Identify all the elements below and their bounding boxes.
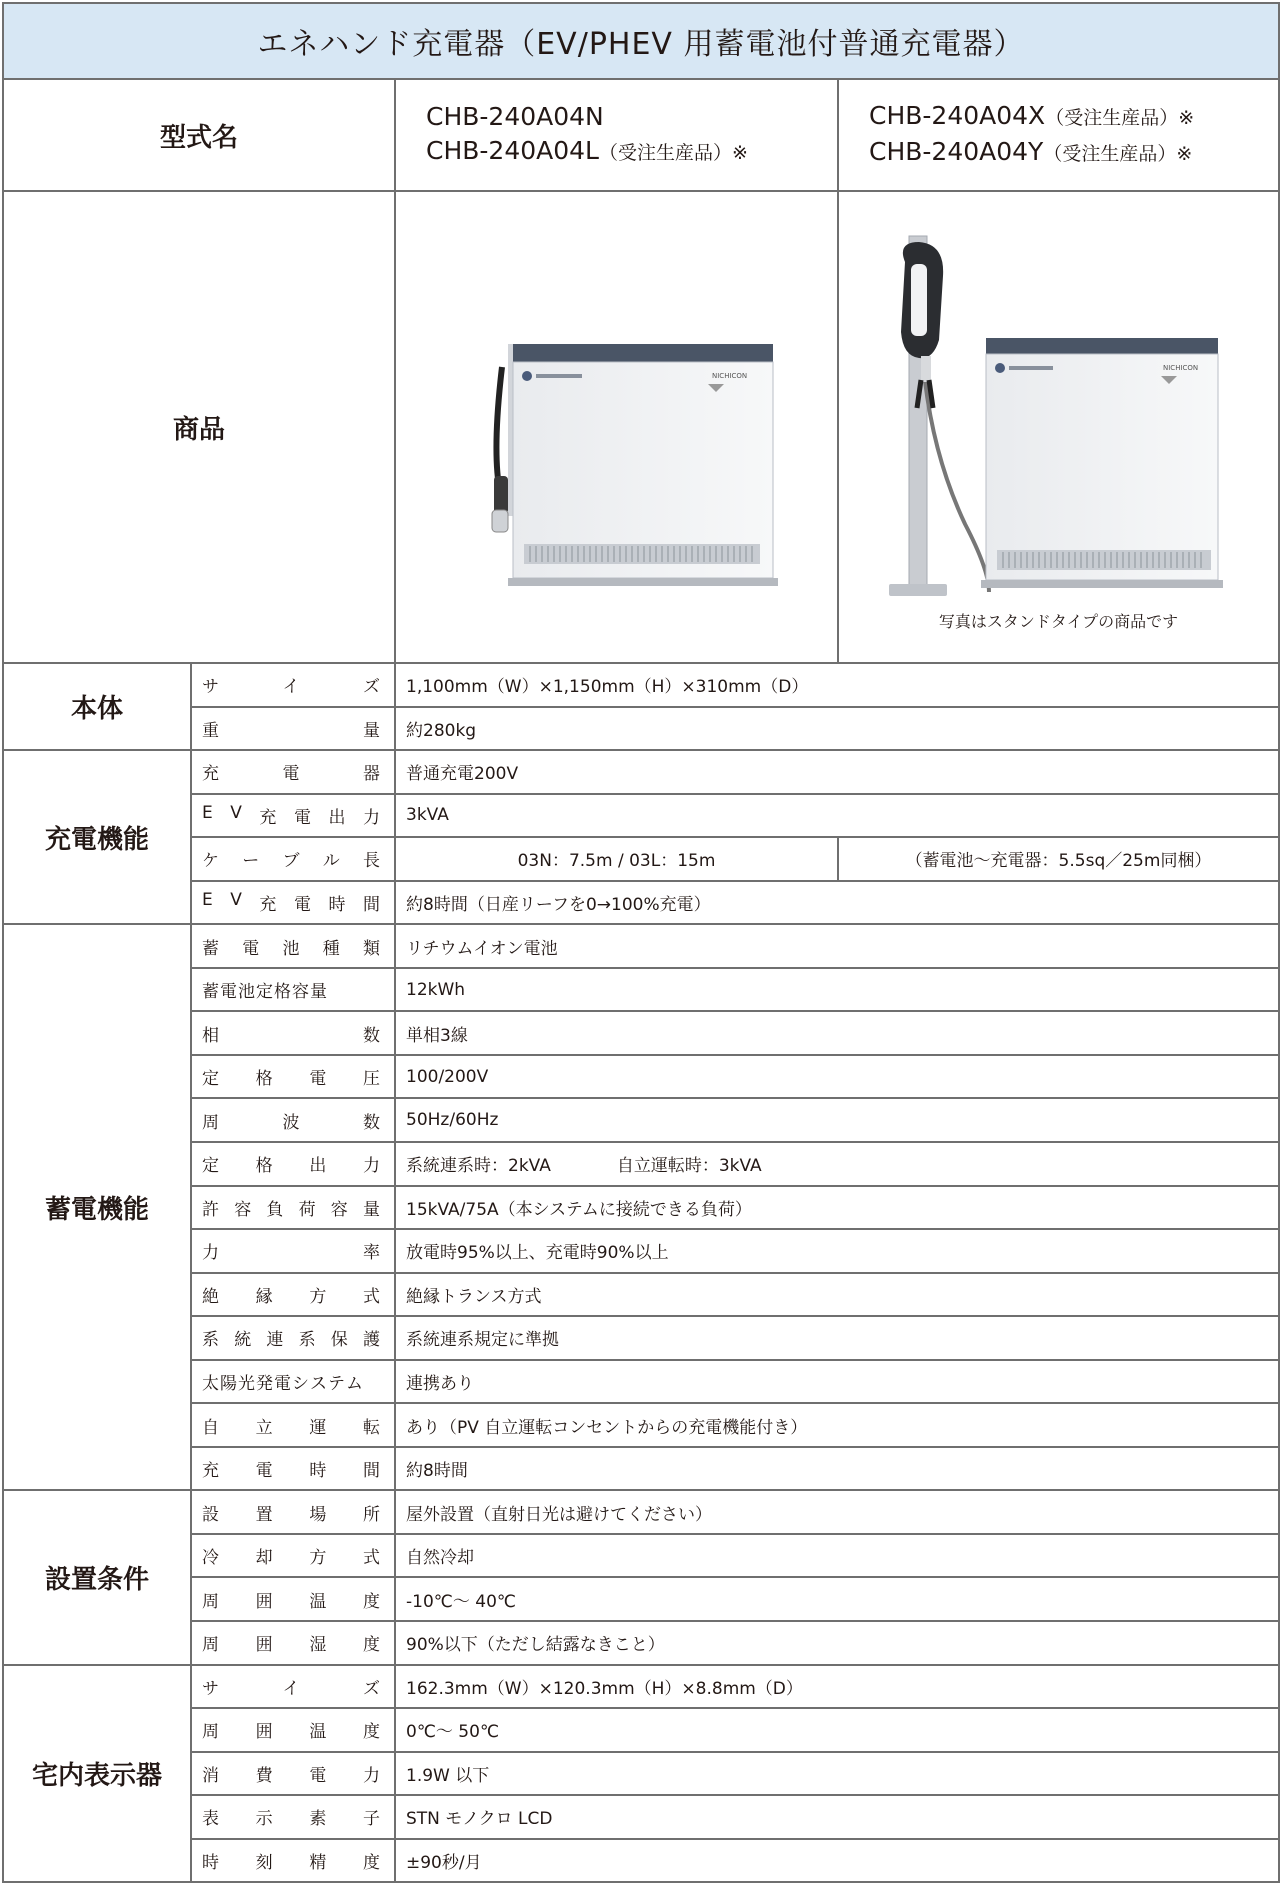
spec-label-char: 周: [202, 1722, 219, 1743]
spec-label-char: 護: [362, 1330, 380, 1351]
brand-label: NICHICON: [1163, 364, 1199, 372]
spec-label-char: 統: [234, 1330, 252, 1351]
spec-label-char: 連: [266, 1330, 284, 1351]
spec-label-char: 温: [309, 1722, 327, 1743]
spec-label: [191, 837, 395, 881]
spec-label-char: 負: [266, 1199, 284, 1220]
spec-label-char: 出: [328, 807, 346, 828]
spec-label-char: 発: [256, 1374, 274, 1395]
spec-label: [191, 1752, 395, 1796]
spec-label: [191, 881, 395, 925]
spec-label-char: 却: [255, 1548, 273, 1569]
spec-value: 15kVA/75A（本システムに接続できる負荷）: [395, 1186, 1279, 1230]
spec-value: 1,100mm（W）×1,150mm（H）×310mm（D）: [395, 663, 1279, 707]
spec-value-cable-note: （蓄電池〜充電器：5.5sq／25m同梱）: [838, 837, 1279, 881]
spec-label-char: 充: [202, 764, 219, 785]
spec-value: 0℃〜 50℃: [395, 1708, 1279, 1752]
product-label: 商品: [3, 191, 395, 663]
spec-value: 100/200V: [395, 1055, 1279, 1099]
spec-label: [191, 968, 395, 1012]
spec-value: 162.3mm（W）×120.3mm（H）×8.8mm（D）: [395, 1665, 1279, 1709]
spec-label-char: 冷: [202, 1548, 219, 1569]
spec-label-char: シ: [292, 1374, 310, 1395]
spec-label-char: イ: [282, 1678, 300, 1699]
spec-label-char: 充: [259, 807, 277, 828]
spec-label-char: 許: [202, 1199, 219, 1220]
group-label-charging: 充電機能: [3, 750, 191, 924]
spec-label: [191, 1316, 395, 1360]
spec-label-char: 度: [362, 1853, 380, 1874]
spec-value: 約8時間（日産リーフを0→100%充電）: [395, 881, 1279, 925]
model-name: CHB-240A04N: [426, 102, 604, 131]
spec-label-char: 容: [234, 1199, 252, 1220]
spec-label-char: 池: [282, 938, 300, 959]
spec-value: 連携あり: [395, 1360, 1279, 1404]
spec-value-cable: 03N：7.5m / 03L：15m: [395, 837, 838, 881]
spec-label: [191, 1490, 395, 1534]
spec-value: 放電時95%以上、充電時90%以上: [395, 1229, 1279, 1273]
spec-label-char: 保: [330, 1330, 348, 1351]
spec-label-char: 圧: [362, 1069, 380, 1090]
model-note: （受注生産品）※: [599, 142, 748, 164]
spec-label: [191, 1142, 395, 1186]
spec-label-char: 定: [202, 1069, 219, 1090]
spec-table: [2, 2, 1280, 1883]
charger-wall-illustration: [396, 192, 836, 662]
spec-label: [191, 1839, 395, 1883]
spec-label: [191, 1229, 395, 1273]
spec-label-char: 容: [292, 982, 310, 1003]
spec-label-char: サ: [202, 677, 219, 698]
spec-label-char: 力: [362, 807, 380, 828]
spec-label-char: E: [202, 802, 213, 823]
group-label-display: 宅内表示器: [3, 1665, 191, 1883]
spec-label-char: 囲: [255, 1635, 273, 1656]
spec-label-char: テ: [328, 1374, 346, 1395]
spec-label-char: サ: [202, 1678, 219, 1699]
spec-label-char: 電: [309, 1069, 327, 1090]
spec-label-char: 出: [309, 1156, 327, 1177]
spec-label-char: 重: [202, 720, 219, 741]
spec-label: [191, 1403, 395, 1447]
spec-value: 自然冷却: [395, 1534, 1279, 1578]
spec-value: 約8時間: [395, 1447, 1279, 1491]
spec-label-char: 時: [328, 895, 346, 915]
spec-label-char: E: [202, 890, 213, 910]
group-label-body: 本体: [3, 663, 191, 750]
spec-label: [191, 1447, 395, 1491]
spec-label-char: ス: [310, 1374, 328, 1395]
spec-label-char: ブ: [282, 851, 300, 872]
spec-label-char: 式: [362, 1548, 380, 1569]
spec-value: あり（PV 自立運転コンセントからの充電機能付き）: [395, 1403, 1279, 1447]
spec-label-char: 蓄: [202, 938, 219, 959]
spec-label: [191, 1186, 395, 1230]
spec-value: -10℃〜 40℃: [395, 1577, 1279, 1621]
spec-label-char: 相: [202, 1025, 219, 1046]
spec-label-char: ル: [322, 851, 340, 872]
model-note: （受注生産品）※: [1045, 107, 1195, 129]
spec-label: [191, 1665, 395, 1709]
spec-label-char: 系: [202, 1330, 219, 1351]
spec-label: [191, 663, 395, 707]
spec-label-char: 率: [363, 1243, 380, 1264]
spec-value: 絶縁トランス方式: [395, 1273, 1279, 1317]
spec-label-char: 子: [362, 1809, 380, 1830]
spec-label-char: 量: [362, 1199, 380, 1220]
spec-label-char: ケ: [202, 851, 219, 872]
group-label-storage: 蓄電機能: [3, 924, 191, 1490]
spec-label-char: 間: [362, 1461, 380, 1482]
spec-label-char: ズ: [363, 1678, 380, 1699]
spec-label-char: V: [230, 802, 242, 823]
spec-label-char: 運: [309, 1417, 327, 1438]
spec-label: [191, 1011, 395, 1055]
spec-label-char: 刻: [255, 1853, 273, 1874]
spec-label-char: 容: [330, 1199, 348, 1220]
model-col-2: [838, 79, 1279, 191]
model-name: CHB-240A04X: [869, 101, 1046, 130]
spec-label-char: 場: [309, 1504, 327, 1525]
spec-label-char: 方: [309, 1548, 327, 1569]
spec-label-char: ズ: [363, 677, 380, 698]
model-note: （受注生産品）※: [1043, 143, 1193, 165]
spec-label-char: 示: [255, 1809, 273, 1830]
spec-label-char: 太: [202, 1374, 220, 1395]
spec-label-char: 自: [202, 1417, 219, 1438]
spec-label-char: 定: [202, 1156, 219, 1177]
spec-label-char: 設: [202, 1504, 219, 1525]
spec-label-char: 充: [259, 895, 277, 915]
spec-label-char: 格: [274, 982, 292, 1003]
spec-value: 90%以下（ただし結露なきこと）: [395, 1621, 1279, 1665]
spec-label-char: 立: [255, 1417, 273, 1438]
spec-label-char: 湿: [309, 1635, 327, 1656]
spec-label: [191, 707, 395, 751]
spec-label-char: 類: [363, 938, 380, 959]
spec-label: [191, 1577, 395, 1621]
spec-label-char: 時: [202, 1853, 219, 1874]
spec-label: [191, 1708, 395, 1752]
brand-label: NICHICON: [712, 372, 748, 380]
charger-stand-illustration: [839, 212, 1279, 642]
spec-label-char: 蓄: [202, 982, 220, 1003]
spec-value: 単相3線: [395, 1011, 1279, 1055]
spec-value: 1.9W 以下: [395, 1752, 1279, 1796]
spec-label-char: 縁: [255, 1286, 273, 1307]
spec-label-char: 光: [238, 1374, 256, 1395]
spec-label-char: 消: [202, 1765, 219, 1786]
spec-value: ±90秒/月: [395, 1839, 1279, 1883]
spec-value-standalone: 自立運転時：3kVA: [616, 1156, 762, 1177]
spec-label-char: 長: [363, 851, 380, 872]
spec-label-char: 転: [362, 1417, 380, 1438]
spec-label-char: 囲: [255, 1722, 273, 1743]
spec-label: [191, 1098, 395, 1142]
spec-label-char: 器: [363, 764, 380, 785]
spec-label-char: 電: [274, 1374, 292, 1395]
spec-label-char: 数: [363, 1025, 380, 1046]
model-name: CHB-240A04Y: [869, 137, 1044, 166]
spec-label: [191, 1795, 395, 1839]
spec-value: 12kWh: [395, 968, 1279, 1012]
spec-value: 屋外設置（直射日光は避けてください）: [395, 1490, 1279, 1534]
spec-label-char: ー: [242, 851, 260, 872]
spec-label-char: 電: [220, 982, 238, 1003]
model-label: 型式名: [3, 79, 395, 191]
spec-label-char: 系: [298, 1330, 316, 1351]
spec-label-char: 費: [255, 1765, 273, 1786]
spec-label-char: 充: [202, 1461, 219, 1482]
spec-value-grid: 系統連系時：2kVA: [406, 1156, 551, 1177]
spec-label-char: 式: [362, 1286, 380, 1307]
spec-label: [191, 750, 395, 794]
product-photo-wall: [395, 191, 838, 663]
spec-value: [395, 1142, 1279, 1186]
spec-label-char: 格: [255, 1069, 273, 1090]
spec-label: [191, 1360, 395, 1404]
spec-label-char: イ: [282, 677, 300, 698]
spec-label: [191, 1534, 395, 1578]
spec-value: リチウムイオン電池: [395, 924, 1279, 968]
spec-label-char: 方: [309, 1286, 327, 1307]
spec-label-char: ム: [346, 1374, 364, 1395]
spec-label-char: 度: [362, 1722, 380, 1743]
spec-label-char: 量: [363, 720, 380, 741]
spec-label: [191, 794, 395, 838]
spec-label-char: 周: [202, 1112, 219, 1133]
spec-value: 普通充電200V: [395, 750, 1279, 794]
spec-label-char: 種: [322, 938, 340, 959]
spec-label-char: 絶: [202, 1286, 219, 1307]
spec-label-char: 囲: [255, 1591, 273, 1612]
table-title: エネハンド充電器（EV/PHEV 用蓄電池付普通充電器）: [3, 3, 1279, 79]
spec-label-char: 精: [309, 1853, 327, 1874]
spec-label-char: V: [230, 890, 242, 910]
spec-label-char: 度: [362, 1635, 380, 1656]
spec-label-char: 度: [362, 1591, 380, 1612]
spec-label-char: 力: [362, 1765, 380, 1786]
spec-label-char: 格: [255, 1156, 273, 1177]
spec-label-char: 素: [309, 1809, 327, 1830]
spec-label-char: 陽: [220, 1374, 238, 1395]
spec-value: 約280kg: [395, 707, 1279, 751]
spec-value: STN モノクロ LCD: [395, 1795, 1279, 1839]
spec-label-char: 時: [309, 1461, 327, 1482]
spec-label-char: 量: [310, 982, 328, 1003]
spec-label-char: 定: [256, 982, 274, 1003]
spec-value: 3kVA: [395, 794, 1279, 838]
product-photo-stand: [838, 191, 1279, 663]
spec-label: [191, 1055, 395, 1099]
spec-label-char: 荷: [298, 1199, 316, 1220]
spec-label-char: 電: [242, 938, 260, 959]
spec-label-char: 電: [309, 1765, 327, 1786]
photo-caption: 写真はスタンドタイプの商品です: [938, 612, 1179, 631]
spec-label: [191, 924, 395, 968]
spec-label-char: 間: [362, 895, 380, 915]
spec-label-char: 電: [293, 895, 311, 915]
spec-label-char: 力: [202, 1243, 219, 1264]
spec-label: [191, 1621, 395, 1665]
spec-label-char: 電: [293, 807, 311, 828]
group-label-install: 設置条件: [3, 1490, 191, 1664]
spec-label-char: 置: [255, 1504, 273, 1525]
spec-value: 系統連系規定に準拠: [395, 1316, 1279, 1360]
spec-label-char: 力: [362, 1156, 380, 1177]
spec-value: 50Hz/60Hz: [395, 1098, 1279, 1142]
spec-label-char: 周: [202, 1635, 219, 1656]
spec-label-char: 波: [282, 1112, 300, 1133]
spec-label-char: 電: [282, 764, 300, 785]
spec-label-char: 電: [255, 1461, 273, 1482]
spec-label-char: 数: [363, 1112, 380, 1133]
spec-label-char: 所: [362, 1504, 380, 1525]
spec-label-char: 温: [309, 1591, 327, 1612]
model-name: CHB-240A04L: [426, 136, 599, 165]
spec-label-char: 周: [202, 1591, 219, 1612]
spec-label: [191, 1273, 395, 1317]
spec-label-char: 池: [238, 982, 256, 1003]
model-col-1: [395, 79, 838, 191]
spec-label-char: 表: [202, 1809, 219, 1830]
